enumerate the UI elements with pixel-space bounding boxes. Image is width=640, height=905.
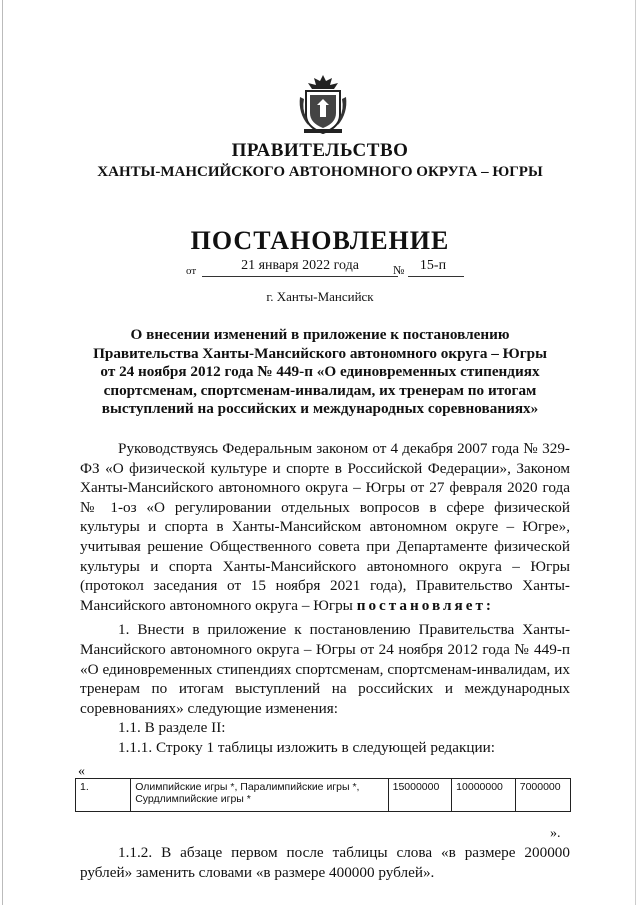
number-prefix: №: [393, 263, 405, 277]
date-prefix: от: [186, 265, 197, 277]
row-number-cell: 1.: [76, 779, 131, 812]
scan-edge-right: [635, 0, 636, 905]
item-1-1-1: 1.1.1. Строку 1 таблицы изложить в следующей редакции:: [118, 738, 495, 756]
document-number: 15-п: [419, 258, 447, 273]
amended-table-row: [75, 778, 571, 812]
document-body: [80, 439, 570, 758]
document-date: 21 января 2022 года: [241, 258, 359, 273]
date-number-line: [186, 258, 466, 282]
preamble-text: Руководствуясь Федеральным законом от 4 декабря 2007 года № 329-ФЗ «О физической культуре и спорте в Российской Федерации», Законом Ханты-Мансийского автономного округа – Югры от 27 февраля 2020 года № 1-оз «О регулировании отдельных вопросов в сфере физической культуры и спорта в Ханты-Мансийском автономном округе – Югре», учитывая решение Общественного совета при Департаменте физической культуры и спорта Ханты-Мансийского автономного округа – Югры (протокол заседания от 15 ноября 2021 года), Правительство Ханты-Мансийского автономного округа – Югры: [80, 440, 570, 614]
amount-cell-3: 7000000: [515, 779, 570, 812]
item-1-1: 1.1. В разделе II:: [118, 719, 226, 737]
amount-cell-2: 10000000: [452, 779, 516, 812]
document-body-continued: [80, 843, 570, 882]
item-1: 1. Внести в приложение к постановлению Правительства Ханты-Мансийского автономного округа – Югры от 24 ноября 2012 года № 449-п «О единовременных стипендиях спортсменам, спортсменам-инвалидам, их тренерам по итогам выступлений на российских и международных соревнованиях» следующие изменения:: [80, 621, 570, 717]
preamble-paragraph: [80, 439, 570, 615]
item-1-1-2: 1.1.2. В абзаце первом после таблицы слова «в размере 200000 рублей» заменить словами «в размере 400000 рублей».: [80, 844, 570, 881]
coat-of-arms-icon: [298, 73, 348, 137]
event-name-cell: Олимпийские игры *, Паралимпийские игры *, Сурдлимпийские игры *: [131, 779, 388, 812]
decree-word: постановляет:: [356, 596, 494, 614]
document-title: О внесении изменений в приложение к постановлению Правительства Ханты-Мансийского автономного округа – Югры от 24 ноября 2012 года № 449-п «О единовременных стипендиях спортсменам, спортсменам-инвалидам, их тренерам по итогам выступлений на российских и международных соревнованиях»: [93, 326, 547, 418]
date-underline: [202, 276, 398, 277]
government-name: ПРАВИТЕЛЬСТВО: [231, 140, 409, 161]
quote-open: «: [78, 764, 85, 779]
amount-cell-1: 15000000: [388, 779, 452, 812]
document-type: ПОСТАНОВЛЕНИЕ: [190, 226, 450, 255]
table-row: [76, 779, 571, 812]
number-underline: [408, 276, 464, 277]
scan-edge-left: [2, 0, 3, 905]
region-name: ХАНТЫ-МАНСИЙСКОГО АВТОНОМНОГО ОКРУГА – ЮГРЫ: [97, 164, 543, 180]
quote-close: ».: [550, 826, 561, 841]
city: г. Ханты-Мансийск: [266, 289, 374, 304]
